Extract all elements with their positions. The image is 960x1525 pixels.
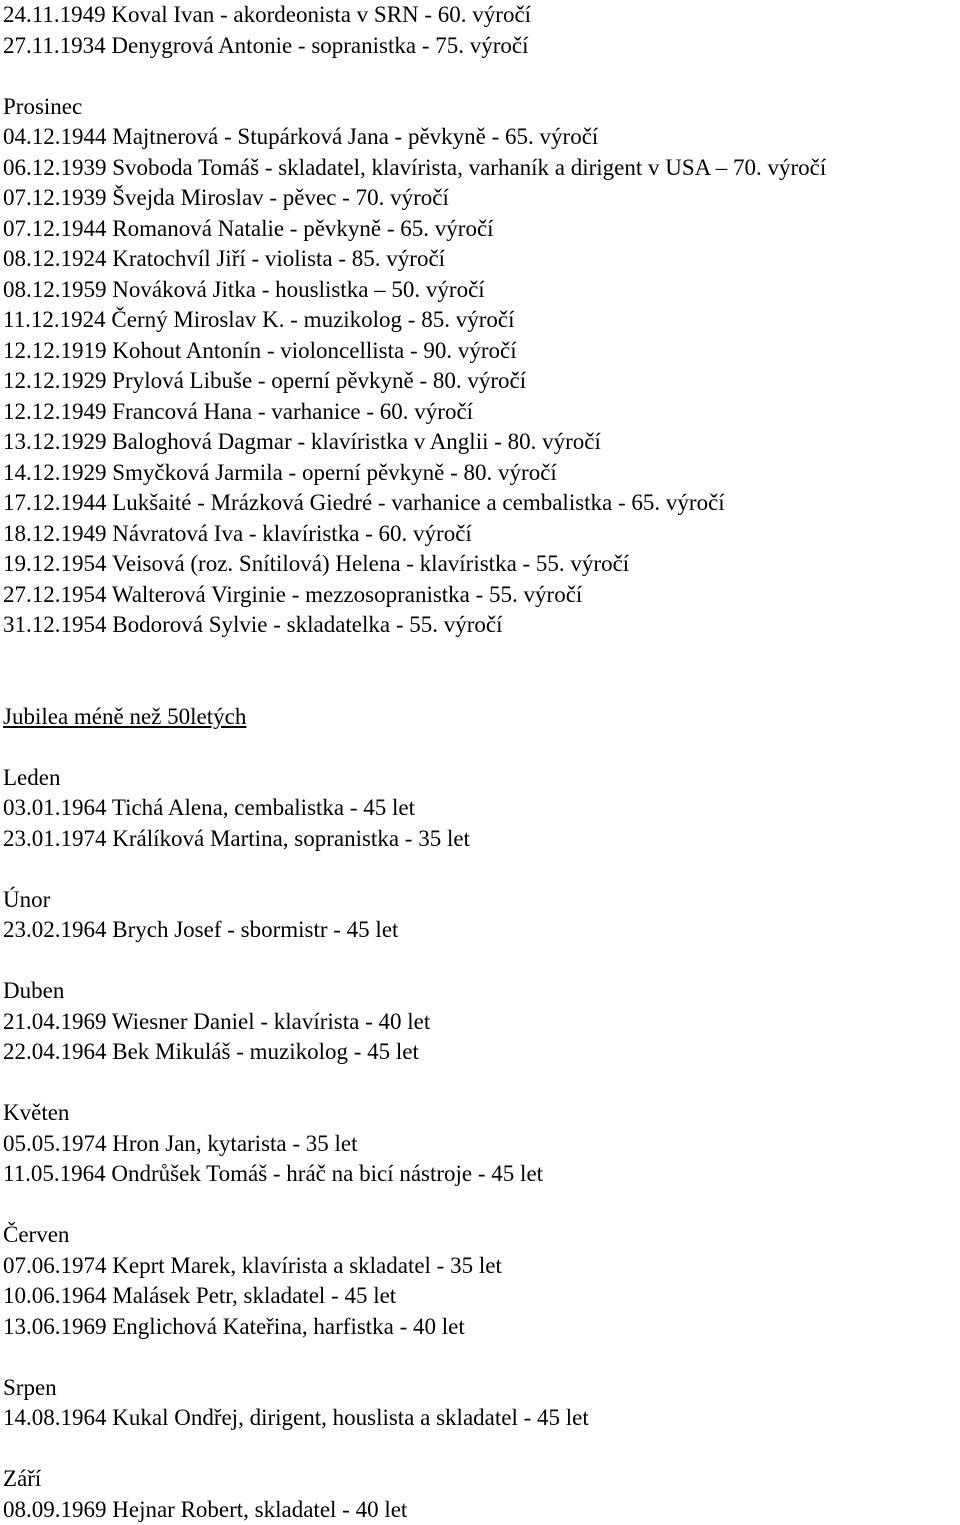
spacer: [3, 1190, 958, 1221]
document-page: [3, 0, 958, 1525]
jubilee-entry: 13.06.1969 Englichová Kateřina, harfistka - 40 let: [3, 1313, 465, 1339]
spacer: [3, 1342, 958, 1373]
anniversary-entry: 17.12.1944 Lukšaité - Mrázková Giedré - varhanice a cembalistka - 65. výročí: [3, 490, 725, 515]
anniversary-entry: 19.12.1954 Veisová (roz. Snítilová) Helena - klavíristka - 55. výročí: [3, 551, 630, 576]
spacer: [3, 732, 958, 763]
anniversary-entry: 04.12.1944 Majtnerová - Stupárková Jana - pěvkyně - 65. výročí: [3, 124, 599, 149]
anniversary-entry: 12.12.1929 Prylová Libuše - operní pěvkyně - 80. výročí: [3, 368, 527, 393]
anniversary-entry: 06.12.1939 Svoboda Tomáš - skladatel, klavírista, varhaník a dirigent v USA – 70. výročí: [3, 154, 827, 180]
month-heading-kveten: Květen: [3, 1100, 70, 1125]
jubilee-entry: 08.09.1969 Hejnar Robert, skladatel - 40 let: [3, 1496, 408, 1522]
jubilee-entry: 05.05.1974 Hron Jan, kytarista - 35 let: [3, 1130, 358, 1156]
jubilee-entry: 10.06.1964 Malásek Petr, skladatel - 45 let: [3, 1283, 397, 1308]
anniversary-entry: 11.12.1924 Černý Miroslav K. - muzikolog - 85. výročí: [3, 307, 515, 332]
anniversary-entry: 27.12.1954 Walterová Virginie - mezzosopranistka - 55. výročí: [3, 581, 583, 607]
month-heading-unor: Únor: [3, 886, 51, 912]
anniversary-entry: 14.12.1929 Smyčková Jarmila - operní pěvkyně - 80. výročí: [3, 459, 557, 485]
jubilee-entry: 03.01.1964 Tichá Alena, cembalistka - 45 let: [3, 795, 416, 820]
jubilee-entry: 22.04.1964 Bek Mikuláš - muzikolog - 45 let: [3, 1039, 419, 1064]
month-heading-leden: Leden: [3, 764, 61, 790]
jubilee-entry: 23.02.1964 Brych Josef - sbormistr - 45 let: [3, 917, 399, 942]
anniversary-entry: 07.12.1939 Švejda Miroslav - pěvec - 70. výročí: [3, 185, 449, 210]
jubilee-entry: 14.08.1964 Kukal Ondřej, dirigent, houslista a skladatel - 45 let: [3, 1405, 589, 1430]
anniversary-entry: 13.12.1929 Baloghová Dagmar - klavíristka v Anglii - 80. výročí: [3, 429, 601, 454]
jubilee-entry: 11.05.1964 Ondrůšek Tomáš - hráč na bicí nástroje - 45 let: [3, 1161, 544, 1186]
jubilee-entry: 21.04.1969 Wiesner Daniel - klavírista - 40 let: [3, 1008, 431, 1034]
anniversary-entry: 31.12.1954 Bodorová Sylvie - skladatelka - 55. výročí: [3, 612, 503, 637]
anniversary-entry: 07.12.1944 Romanová Natalie - pěvkyně - 65. výročí: [3, 215, 494, 241]
anniversary-entry: 27.11.1934 Denygrová Antonie - sopranistka - 75. výročí: [3, 32, 529, 58]
anniversary-entry: 08.12.1959 Nováková Jitka - houslistka – 50. výročí: [3, 276, 485, 302]
spacer: [3, 61, 958, 92]
month-heading-cerven: Červen: [3, 1222, 70, 1247]
anniversary-entry: 18.12.1949 Návratová Iva - klavíristka - 60. výročí: [3, 520, 472, 546]
section-heading-jubilea: Jubilea méně než 50letých: [3, 703, 247, 729]
jubilee-entry: 07.06.1974 Keprt Marek, klavírista a skladatel - 35 let: [3, 1252, 502, 1278]
spacer: [3, 1068, 958, 1099]
spacer: [3, 1434, 958, 1465]
spacer: [3, 671, 958, 702]
anniversary-entry: 12.12.1919 Kohout Antonín - violoncellista - 90. výročí: [3, 337, 517, 363]
month-heading-duben: Duben: [3, 978, 65, 1003]
month-heading-srpen: Srpen: [3, 1374, 57, 1400]
jubilee-entry: 23.01.1974 Králíková Martina, sopranistka - 35 let: [3, 825, 470, 851]
spacer: [3, 641, 958, 672]
anniversary-entry: 24.11.1949 Koval Ivan - akordeonista v SRN - 60. výročí: [3, 2, 532, 27]
anniversary-entry: 08.12.1924 Kratochvíl Jiří - violista - 85. výročí: [3, 246, 446, 271]
spacer: [3, 854, 958, 885]
anniversary-entry: 12.12.1949 Francová Hana - varhanice - 60. výročí: [3, 398, 474, 424]
month-heading-zari: Září: [3, 1466, 42, 1491]
month-heading-prosinec: Prosinec: [3, 93, 83, 119]
spacer: [3, 946, 958, 977]
